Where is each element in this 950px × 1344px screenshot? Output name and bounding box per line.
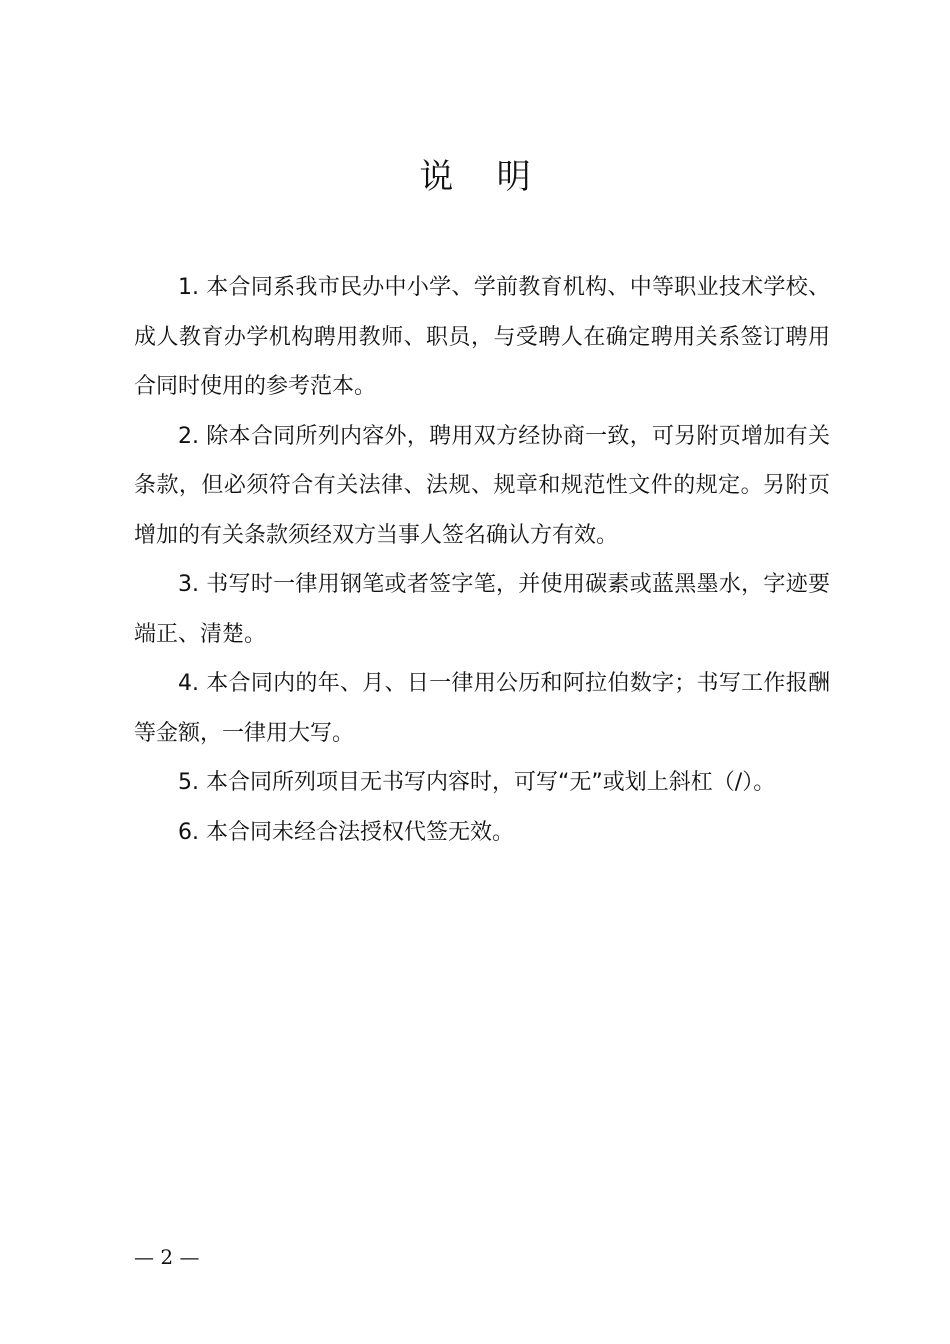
instruction-paragraph-3: 3. 书写时一律用钢笔或者签字笔，并使用碳素或蓝黑墨水，字迹要端正、清楚。 <box>134 572 830 647</box>
page-title: 说 明 <box>419 157 531 197</box>
page-number: — 2 — <box>134 1245 200 1269</box>
instruction-paragraph-1: 1. 本合同系我市民办中小学、学前教育机构、中等职业技术学校、成人教育办学机构聘用教师、职员，与受聘人在确定聘用关系签订聘用合同时使用的参考范本。 <box>134 275 830 399</box>
instructions-body <box>134 263 830 857</box>
instruction-paragraph-2: 2. 除本合同所列内容外，聘用双方经协商一致，可另附页增加有关条款，但必须符合有关法律、法规、规章和规范性文件的规定。另附页增加的有关条款须经双方当事人签名确认方有效。 <box>134 423 830 548</box>
instruction-paragraph-6: 6. 本合同未经合法授权代签无效。 <box>178 819 514 845</box>
instruction-paragraph-4: 4. 本合同内的年、月、日一律用公历和阿拉伯数字；书写工作报酬等金额，一律用大写。 <box>134 671 830 746</box>
instruction-paragraph-5: 5. 本合同所列项目无书写内容时，可写“无”或划上斜杠（/）。 <box>178 770 776 795</box>
